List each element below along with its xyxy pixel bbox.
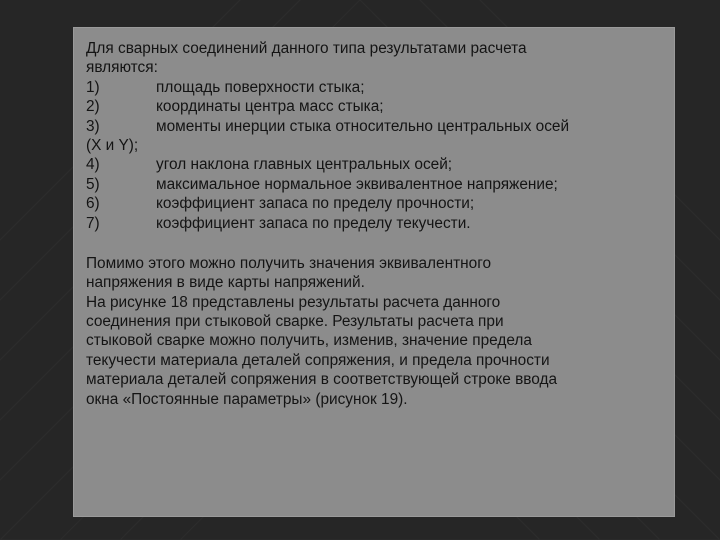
list-item-number: 6) <box>86 195 100 213</box>
paragraph-line: напряжения в виде карты напряжений. <box>86 274 365 292</box>
list-item-number: 1) <box>86 78 100 96</box>
list-item-text: (X и Y); <box>86 136 139 154</box>
paragraph-line: соединения при стыковой сварке. Результаты расчета при <box>86 313 504 331</box>
paragraph-line: текучести материала деталей сопряжения, и предела прочности <box>86 351 550 369</box>
list-item <box>86 155 666 174</box>
list-item-text: моменты инерции стыка относительно центральных осей <box>156 117 570 135</box>
paragraph-spacer <box>86 233 666 254</box>
slide-text <box>86 39 666 409</box>
list-item-number: 3) <box>86 117 100 135</box>
list-item <box>86 175 666 194</box>
list-item-number: 2) <box>86 98 100 116</box>
list-item <box>86 117 666 136</box>
intro-line-1: Для сварных соединений данного типа результатами расчета <box>86 40 527 57</box>
intro-line-2: являются: <box>86 59 158 77</box>
paragraph-line: На рисунке 18 представлены результаты расчета данного <box>86 293 501 311</box>
list-item-text: угол наклона главных центральных осей; <box>156 156 453 174</box>
list-item-number: 4) <box>86 156 100 174</box>
list-item-number: 5) <box>86 175 100 193</box>
list-item-text: коэффициент запаса по пределу текучести. <box>156 214 471 232</box>
list-item <box>86 214 666 233</box>
list-item-text: площадь поверхности стыка; <box>156 78 365 96</box>
list-item-text: коэффициент запаса по пределу прочности; <box>156 195 475 213</box>
paragraph-line: окна «Постоянные параметры» (рисунок 19). <box>86 390 408 408</box>
list-item-text: максимальное нормальное эквивалентное напряжение; <box>156 175 558 193</box>
paragraph-line: Помимо этого можно получить значения эквивалентного <box>86 254 492 272</box>
list-item <box>86 194 666 213</box>
paragraph-line: материала деталей сопряжения в соответствующей строке ввода <box>86 371 558 389</box>
list-item-text: координаты центра масс стыка; <box>156 98 384 116</box>
paragraph-line: стыковой сварке можно получить, изменив, значение предела <box>86 332 532 350</box>
list-item <box>86 78 666 97</box>
list-item-number: 7) <box>86 214 100 232</box>
list-item <box>86 97 666 116</box>
list-item-continuation <box>86 136 666 155</box>
